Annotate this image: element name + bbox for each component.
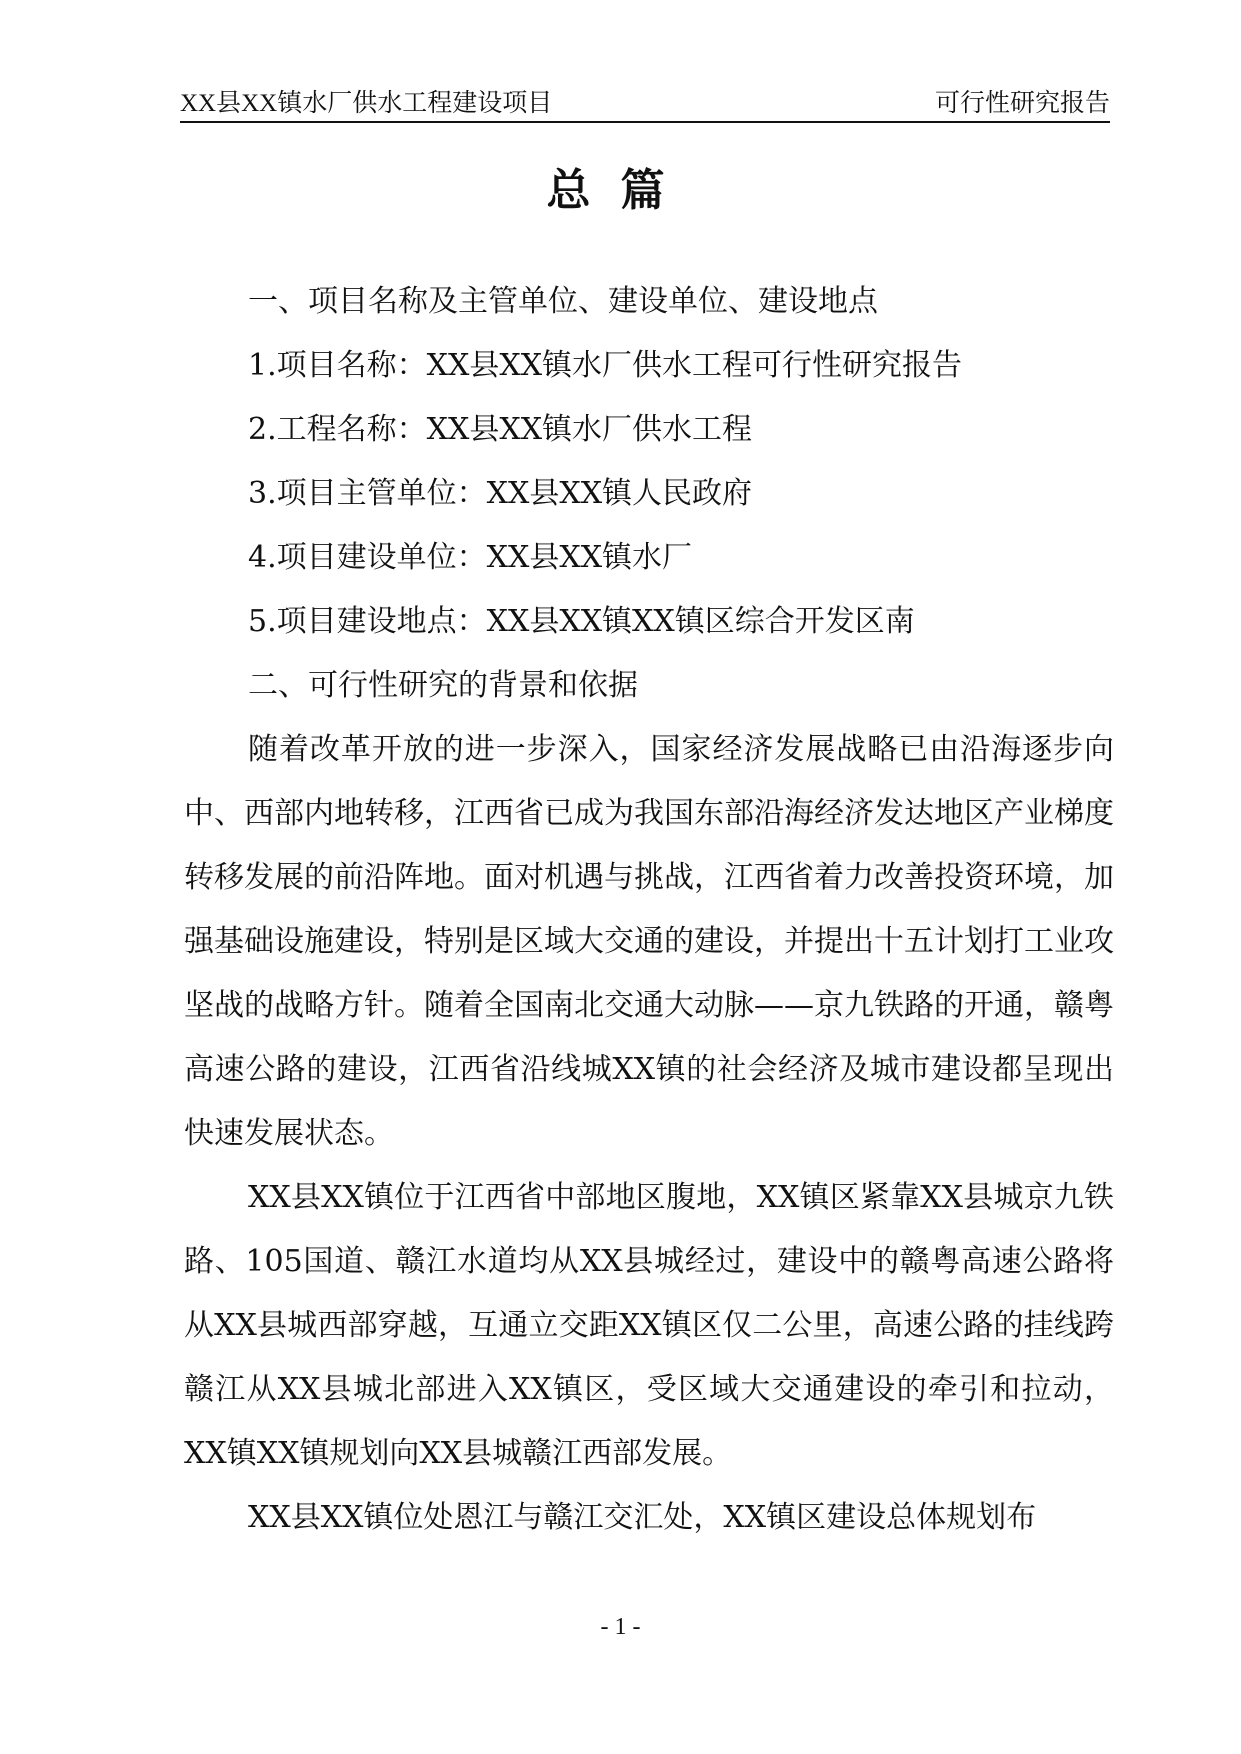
body-paragraph: XX县XX镇位于江西省中部地区腹地，XX镇区紧靠XX县城京九铁路、105国道、赣江水道均从XX县城经过，建设中的赣粤高速公路将从XX县城西部穿越，互通立交距XX镇区仅二公里，高速公路的挂线跨赣江从XX县城北部进入XX镇区，受区域大交通建设的牵引和拉动，XX镇XX镇规划向XX县城赣江西部发展。: [184, 1180, 1114, 1471]
section-heading-1: 一、项目名称及主管单位、建设单位、建设地点: [248, 284, 878, 319]
body-paragraph: 随着改革开放的进一步深入，国家经济发展战略已由沿海逐步向中、西部内地转移，江西省已成为我国东部沿海经济发达地区产业梯度转移发展的前沿阵地。面对机遇与挑战，江西省着力改善投资环境，加强基础设施建设，特别是区域大交通的建设，并提出十五计划打工业攻坚战的战略方针。随着全国南北交通大动脉——京九铁路的开通，赣粤高速公路的建设，江西省沿线城XX镇的社会经济及城市建设都呈现出快速发展状态。: [184, 732, 1114, 1151]
list-item: 4.项目建设单位：XX县XX镇水厂: [248, 540, 693, 575]
header-divider: [180, 121, 1110, 123]
list-item: 1.项目名称：XX县XX镇水厂供水工程可行性研究报告: [248, 348, 963, 383]
list-item: 3.项目主管单位：XX县XX镇人民政府: [248, 476, 753, 511]
header-report-type: 可行性研究报告: [934, 90, 1110, 117]
list-item: 5.项目建设地点：XX县XX镇XX镇区综合开发区南: [248, 604, 915, 639]
body-paragraph: XX县XX镇位处恩江与赣江交汇处，XX镇区建设总体规划布: [248, 1500, 1037, 1535]
list-item: 2.工程名称：XX县XX镇水厂供水工程: [248, 412, 753, 447]
page-number: - 1 -: [600, 1614, 641, 1640]
page-title: 总篇: [546, 165, 695, 216]
section-heading-2: 二、可行性研究的背景和依据: [248, 668, 638, 703]
running-header: [180, 88, 1110, 120]
header-project-name: XX县XX镇水厂供水工程建设项目: [180, 90, 553, 117]
document-body: [184, 270, 1114, 1550]
